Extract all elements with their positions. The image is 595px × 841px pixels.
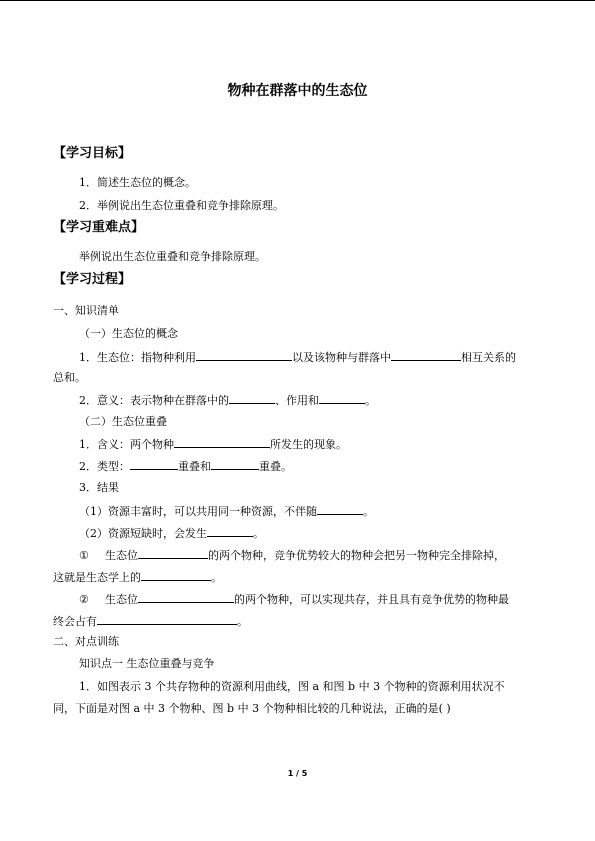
top-border xyxy=(0,0,595,1)
fill-blank[interactable] xyxy=(130,458,178,470)
subsection-1a: （一）生态位的概念 xyxy=(79,327,178,340)
goals-heading: 【学习目标】 xyxy=(53,146,132,161)
item-niche-meaning: 2．意义：表示物种在群落中的 、作用和 。 xyxy=(79,394,376,407)
fill-blank[interactable] xyxy=(141,569,211,581)
goal-item-1: 1．简述生态位的概念。 xyxy=(79,176,196,189)
fill-blank[interactable] xyxy=(211,458,259,470)
key-heading: 【学习重难点】 xyxy=(53,220,145,235)
fill-blank[interactable] xyxy=(319,392,365,404)
item-overlap-meaning: 1．含义：两个物种 所发生的现象。 xyxy=(79,438,347,451)
fill-blank[interactable] xyxy=(207,525,253,537)
result-2-case-1: ① 生态位 的两个物种，竞争优势较大的物种会把另一物种完全排除掉， xyxy=(79,549,505,562)
circled-number: ① xyxy=(79,549,89,562)
fill-blank[interactable] xyxy=(174,436,270,448)
circled-number: ② xyxy=(79,593,89,606)
page-number: 1 / 5 xyxy=(287,769,308,778)
page-title: 物种在群落中的生态位 xyxy=(227,83,368,99)
fill-blank[interactable] xyxy=(391,349,461,361)
result-2-case-2-cont: 终会占有 。 xyxy=(53,615,248,628)
question-1: 1．如图表示 3 个共存物种的资源利用曲线，图 a 和图 b 中 3 个物种的资源利用状况不 xyxy=(79,680,505,693)
section-1-heading: 一、知识清单 xyxy=(53,304,119,317)
item-overlap-types: 2．类型： 重叠和 重叠。 xyxy=(79,460,292,473)
fill-blank[interactable] xyxy=(138,547,208,559)
item-niche-definition: 1．生态位：指物种利用 以及该物种与群落中 相互关系的 xyxy=(79,351,516,364)
fill-blank[interactable] xyxy=(317,503,363,515)
knowledge-point-1: 知识点一 生态位重叠与竞争 xyxy=(79,657,215,670)
result-2: （2）资源短缺时，会发生 。 xyxy=(79,527,264,540)
result-1: （1）资源丰富时，可以共用同一种资源，不伴随 。 xyxy=(79,505,374,518)
fill-blank[interactable] xyxy=(97,613,237,625)
process-heading: 【学习过程】 xyxy=(53,272,132,287)
section-2-heading: 二、对点训练 xyxy=(53,635,119,648)
question-1-cont: 同，下面是对图 a 中 3 个物种、图 b 中 3 个物种相比较的几种说法，正确的是( ) xyxy=(53,702,451,715)
fill-blank[interactable] xyxy=(138,591,234,603)
result-2-case-2: ② 生态位 的两个物种，可以实现共存，并且具有竞争优势的物种最 xyxy=(79,593,509,606)
fill-blank[interactable] xyxy=(229,392,275,404)
item-niche-definition-cont: 总和。 xyxy=(53,371,86,384)
fill-blank[interactable] xyxy=(196,349,292,361)
goal-item-2: 2．举例说出生态位重叠和竞争排除原理。 xyxy=(79,199,284,212)
key-text: 举例说出生态位重叠和竞争排除原理。 xyxy=(79,250,266,263)
subsection-1b: （二）生态位重叠 xyxy=(79,415,167,428)
result-2-case-1-cont: 这就是生态学上的 。 xyxy=(53,571,222,584)
item-results: 3．结果 xyxy=(79,481,119,494)
